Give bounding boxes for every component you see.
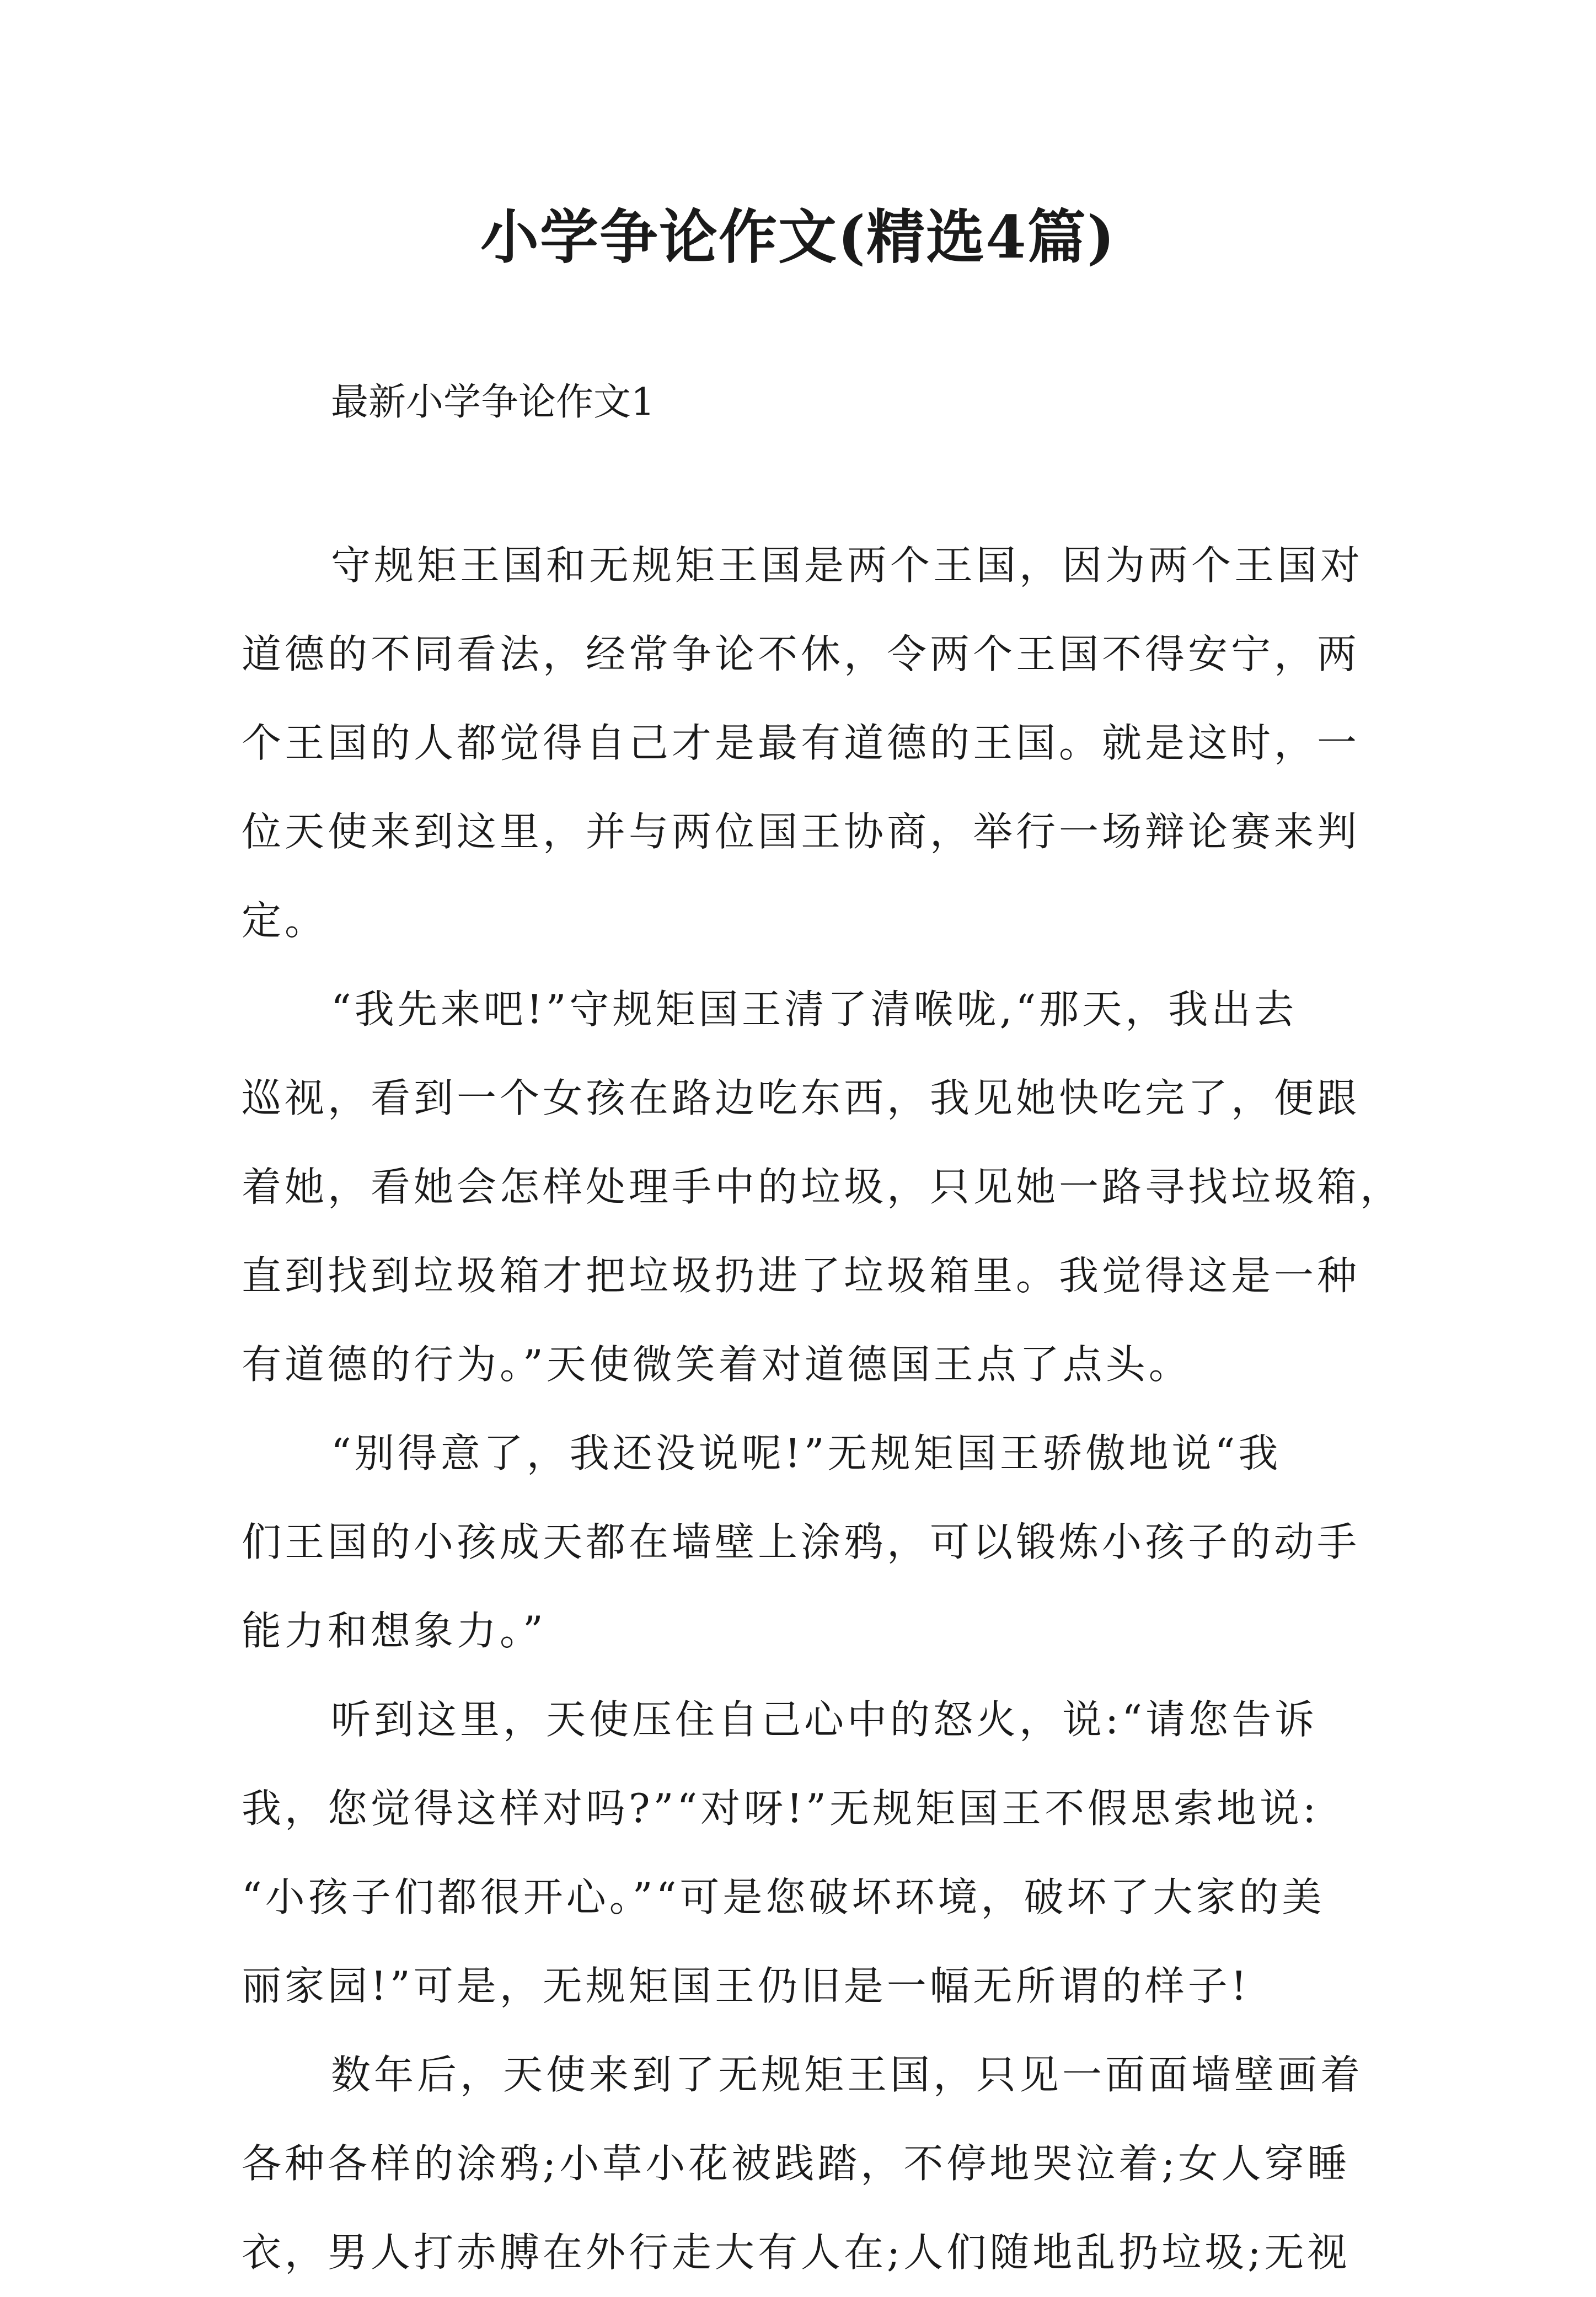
paragraph-line: 守规矩王国和无规矩王国是两个王国，因为两个王国对	[331, 542, 1364, 588]
paragraph-line: 定。	[242, 897, 328, 944]
paragraph-line: 衣，男人打赤膊在外行走大有人在;人们随地乱扔垃圾;无视	[242, 2229, 1351, 2275]
paragraph	[242, 965, 1404, 1409]
paragraph-line: 巡视，看到一个女孩在路边吃东西，我见她快吃完了，便跟	[242, 1075, 1361, 1121]
paragraph-line: 能力和想象力。”	[242, 1608, 547, 1654]
paragraph-line: 个王国的人都觉得自己才是最有道德的王国。就是这时，一	[242, 720, 1361, 766]
paragraph	[242, 521, 1367, 965]
paragraph-line: 有道德的行为。”天使微笑着对道德国王点了点头。	[242, 1341, 1192, 1388]
paragraph-line: 位天使来到这里，并与两位国王协商，举行一场辩论赛来判	[242, 808, 1361, 855]
paragraph-line: 各种各样的涂鸦;小草小花被践踏，不停地哭泣着;女人穿睡	[242, 2140, 1351, 2187]
document-title: 小学争论作文(精选4篇)	[480, 202, 1116, 271]
paragraph-line: 我，您觉得这样对吗?”“对呀!”无规矩国王不假思索地说:	[242, 1785, 1320, 1832]
paragraph	[242, 1675, 1367, 2031]
paragraph-line: 们王国的小孩成天都在墙壁上涂鸦，可以锻炼小孩子的动手	[242, 1519, 1361, 1565]
paragraph	[242, 1409, 1367, 1675]
paragraph-line: “小孩子们都很开心。”“可是您破坏环境，破坏了大家的美	[242, 1874, 1325, 1920]
paragraph-line: “我先来吧!”守规矩国王清了清喉咙,“那天，我出去	[331, 986, 1298, 1032]
paragraph-line: 听到这里，天使压住自己心中的怒火，说:“请您告诉	[331, 1696, 1318, 1743]
paragraph-line: 丽家园!”可是，无规矩国王仍旧是一幅无所谓的样子!	[242, 1963, 1250, 2009]
section-heading: 最新小学争论作文1	[331, 381, 655, 424]
paragraph-line: “别得意了，我还没说呢!”无规矩国王骄傲地说“我	[331, 1430, 1282, 1476]
paragraph-line: 直到找到垃圾箱才把垃圾扔进了垃圾箱里。我觉得这是一种	[242, 1252, 1361, 1299]
paragraph-line: 着她，看她会怎样处理手中的垃圾，只见她一路寻找垃圾箱，	[242, 1164, 1404, 1210]
document-body	[242, 521, 1404, 2297]
paragraph-line: 数年后，天使来到了无规矩王国，只见一面面墙壁画着	[331, 2052, 1364, 2098]
paragraph-line: 道德的不同看法，经常争论不休，令两个王国不得安宁，两	[242, 631, 1361, 677]
